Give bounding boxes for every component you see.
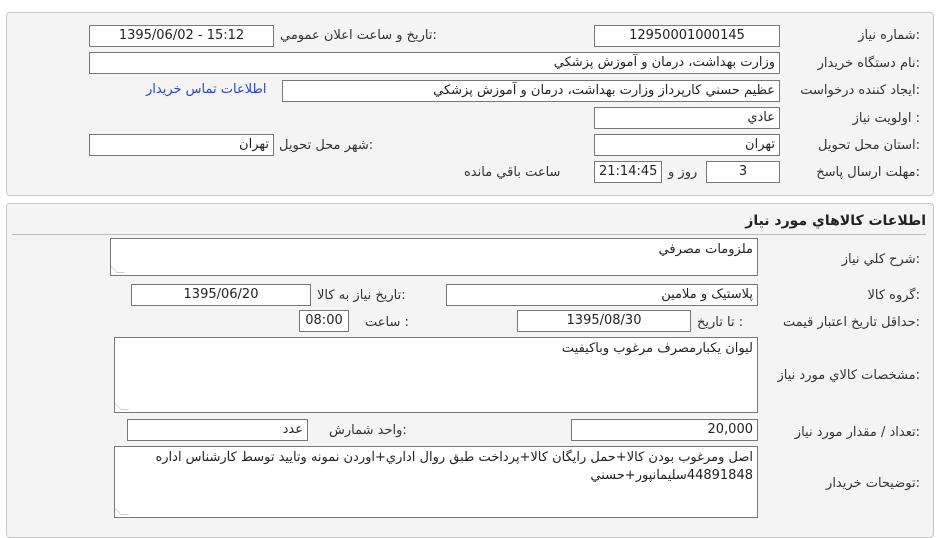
time-label: ساعت : xyxy=(365,315,409,330)
goods-group-field: پلاستيک و ملامين xyxy=(446,284,758,306)
requester-field: عظيم حسني كارپرداز وزارت بهداشت، درمان و آموزش پزشكي xyxy=(282,80,780,102)
requester-label: ايجاد كننده درخواست: xyxy=(800,83,920,98)
to-date-field: 1395/08/30 xyxy=(517,310,691,332)
goods-group-label: گروه كالا: xyxy=(867,288,920,303)
buyer-org-field: وزارت بهداشت، درمان و آموزش پزشكي xyxy=(89,52,780,74)
quantity-label: تعداد / مقدار مورد نياز: xyxy=(794,425,920,440)
need-date-label: تاريخ نياز به كالا: xyxy=(317,288,406,303)
priority-field: عادي xyxy=(594,107,780,129)
unit-field: عدد xyxy=(127,419,308,441)
announce-datetime-field: 1395/06/02 - 15:12 xyxy=(89,25,274,47)
description-textarea[interactable]: ملزومات مصرفي xyxy=(110,238,758,276)
province-label: استان محل تحويل: xyxy=(818,138,920,153)
announce-datetime-label: تاريخ و ساعت اعلان عمومي: xyxy=(280,28,437,43)
unit-label: واحد شمارش: xyxy=(329,423,407,438)
specs-textarea[interactable]: ليوان يكبارمصرف مرغوب وباكيفيت xyxy=(114,337,758,413)
buyer-contact-link[interactable]: اطلاعات تماس خريدار xyxy=(146,82,267,97)
description-label: شرح كلي نياز: xyxy=(841,252,920,267)
priority-label: اولويت نياز : xyxy=(852,111,920,126)
buyer-org-label: نام دستگاه خريدار: xyxy=(817,56,920,71)
buyer-notes-label: توضيحات خريدار: xyxy=(826,476,920,491)
goods-section-title: اطلاعات كالاهاي مورد نياز xyxy=(745,213,926,229)
deadline-label: مهلت ارسال پاسخ: xyxy=(816,165,920,180)
city-field: تهران xyxy=(89,134,274,156)
to-date-label: تا تاريخ : xyxy=(697,315,744,330)
section-divider xyxy=(12,234,926,235)
specs-label: مشخصات كالاي مورد نياز: xyxy=(777,368,920,383)
province-field: تهران xyxy=(594,134,780,156)
need-number-field: 12950001000145 xyxy=(594,25,780,47)
time-field: 08:00 xyxy=(299,310,349,332)
remaining-label: ساعت باقي مانده xyxy=(464,165,561,180)
quantity-field: 20,000 xyxy=(571,419,758,441)
price-validity-label: حداقل تاريخ اعتبار قيمت: xyxy=(782,315,920,330)
need-date-field: 1395/06/20 xyxy=(131,284,311,306)
days-and-label: روز و xyxy=(668,165,698,180)
deadline-time-field: 21:14:45 xyxy=(594,161,662,183)
city-label: شهر محل تحويل: xyxy=(279,138,374,153)
deadline-days-field: 3 xyxy=(706,161,780,183)
need-number-label: شماره نياز: xyxy=(858,28,920,43)
buyer-notes-textarea[interactable]: اصل ومرغوب بودن كالا+حمل رايگان كالا+پرداخت طبق روال اداري+اوردن نمونه وتاييد توسط كارشناس اداره 44891848سليمانپور+حسني xyxy=(114,446,758,518)
